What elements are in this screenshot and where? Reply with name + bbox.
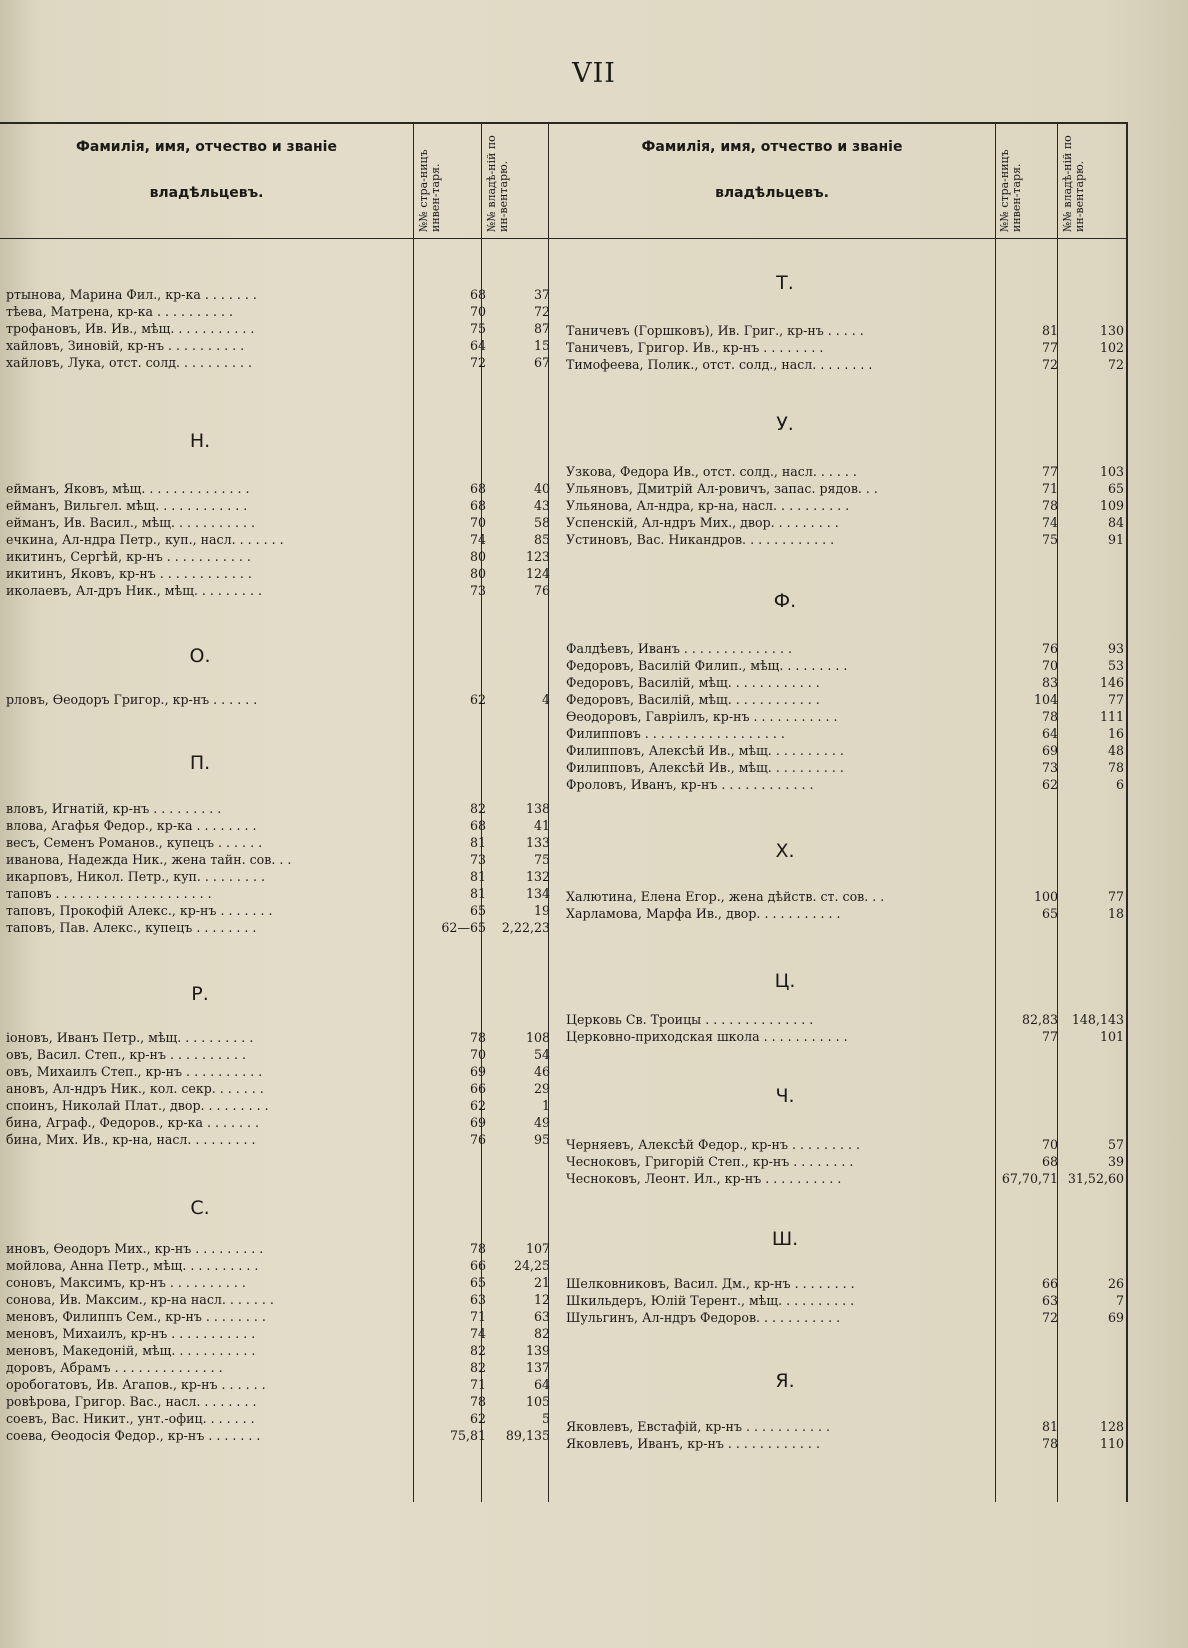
list-item: влова, Агафья Федор., кр-ка . . . . . . . . 68 41 — [6, 818, 550, 833]
list-item: иванова, Надежда Ник., жена тайн. сов. . . 73 75 — [6, 852, 550, 867]
section-letter-ya: Я. — [775, 1370, 795, 1392]
list-item: іоновъ, Иванъ Петр., мѣщ. . . . . . . . . . 78 108 — [6, 1030, 550, 1045]
list-item: Федоровъ, Василій, мѣщ. . . . . . . . . . . . 83 146 — [566, 675, 1124, 690]
list-item: таповъ . . . . . . . . . . . . . . . . . . . . 81 134 — [6, 886, 550, 901]
list-item: Яковлевъ, Иванъ, кр-нъ . . . . . . . . . . . . 78 110 — [566, 1436, 1124, 1451]
section-letter-p: П. — [189, 752, 211, 774]
list-item: ейманъ, Яковъ, мѣщ. . . . . . . . . . . . . . 68 40 — [6, 481, 550, 496]
list-item: Ульяновъ, Дмитрій Ал-ровичъ, запас. рядов. . . 71 65 — [566, 481, 1124, 496]
list-item: споинъ, Николай Плат., двор. . . . . . . . . 62 1 — [6, 1098, 550, 1113]
section-letter-f: Ф. — [773, 590, 797, 612]
list-item: тѣева, Матрена, кр-ка . . . . . . . . . . 70 72 — [6, 304, 550, 319]
list-item: Тимофеева, Полик., отст. солд., насл. . . . . . . . 72 72 — [566, 357, 1124, 372]
list-item: овъ, Михаилъ Степ., кр-нъ . . . . . . . . . . 69 46 — [6, 1064, 550, 1079]
list-item: весъ, Семенъ Романов., купецъ . . . . . . 81 133 — [6, 835, 550, 850]
list-item: таповъ, Прокофій Алекс., кр-нъ . . . . . . . 65 19 — [6, 903, 550, 918]
section-letter-t: Т. — [776, 272, 794, 294]
header-bottom-rule — [0, 238, 1128, 239]
list-item: меновъ, Македоній, мѣщ. . . . . . . . . . . 82 139 — [6, 1343, 550, 1358]
list-item: соевъ, Вас. Никит., унт.-офиц. . . . . . . 62 5 — [6, 1411, 550, 1426]
right-name-header-line2: владѣльцевъ. — [715, 185, 829, 201]
list-item: Ѳеодоровъ, Гавріилъ, кр-нъ . . . . . . . . . . . 78 111 — [566, 709, 1124, 724]
list-item: меновъ, Филиппъ Сем., кр-нъ . . . . . . . . 71 63 — [6, 1309, 550, 1324]
list-item: соновъ, Максимъ, кр-нъ . . . . . . . . . . 65 21 — [6, 1275, 550, 1290]
list-item: оробогатовъ, Ив. Агапов., кр-нъ . . . . . . 71 64 — [6, 1377, 550, 1392]
list-item: ейманъ, Ив. Васил., мѣщ. . . . . . . . . . . 70 58 — [6, 515, 550, 530]
section-letter-ch: Ч. — [775, 1085, 795, 1107]
list-item: Чесноковъ, Леонт. Ил., кр-нъ . . . . . . . . . . 67,70,71 31,52,60 — [566, 1171, 1124, 1186]
list-item: бина, Аграф., Федоров., кр-ка . . . . . . . 69 49 — [6, 1115, 550, 1130]
list-item: ровѣрова, Григор. Вас., насл. . . . . . . . 78 105 — [6, 1394, 550, 1409]
right-edge-rule — [1126, 122, 1128, 1502]
right-owners-header: №№ владѣ-ній по ин-вентарю. — [1061, 135, 1086, 232]
list-item: Таничевъ (Горшковъ), Ив. Григ., кр-нъ . . . . . 81 130 — [566, 323, 1124, 338]
list-item: Чесноковъ, Григорій Степ., кр-нъ . . . . . . . . 68 39 — [566, 1154, 1124, 1169]
list-item: ейманъ, Вильгел. мѣщ. . . . . . . . . . . . 68 43 — [6, 498, 550, 513]
list-item: Черняевъ, Алексѣй Федор., кр-нъ . . . . . . . . . 70 57 — [566, 1137, 1124, 1152]
list-item: Яковлевъ, Евстафій, кр-нъ . . . . . . . . . . . 81 128 — [566, 1419, 1124, 1434]
list-item: Устиновъ, Вас. Никандров. . . . . . . . . . . . 75 91 — [566, 532, 1124, 547]
left-name-header-line1: Фамилія, имя, отчество и званіе — [76, 139, 337, 155]
list-item: Церковно-приходская школа . . . . . . . . . . . 77 101 — [566, 1029, 1124, 1044]
list-item: иновъ, Ѳеодоръ Мих., кр-нъ . . . . . . . . . 78 107 — [6, 1241, 550, 1256]
list-item: Федоровъ, Василій, мѣщ. . . . . . . . . . . . 104 77 — [566, 692, 1124, 707]
section-letter-r: Р. — [191, 983, 209, 1005]
list-item: Ульянова, Ал-ндра, кр-на, насл. . . . . . . . . . 78 109 — [566, 498, 1124, 513]
list-item: Филипповъ . . . . . . . . . . . . . . . . . . 64 16 — [566, 726, 1124, 741]
list-item: икарповъ, Никол. Петр., куп. . . . . . . . . 81 132 — [6, 869, 550, 884]
section-letter-kh: Х. — [775, 840, 795, 862]
list-item: ртынова, Марина Фил., кр-ка . . . . . . . 68 37 — [6, 287, 550, 302]
list-item: ановъ, Ал-ндръ Ник., кол. секр. . . . . . . 66 29 — [6, 1081, 550, 1096]
section-letter-o: О. — [189, 645, 211, 667]
list-item: икитинъ, Сергѣй, кр-нъ . . . . . . . . . . . 80 123 — [6, 549, 550, 564]
left-pages-header: №№ стра-ницъ инвен-таря. — [417, 149, 442, 232]
list-item: трофановъ, Ив. Ив., мѣщ. . . . . . . . . . . 75 87 — [6, 321, 550, 336]
list-item: Фроловъ, Иванъ, кр-нъ . . . . . . . . . . . . 62 6 — [566, 777, 1124, 792]
section-letter-n: Н. — [189, 430, 211, 452]
list-item: соева, Ѳеодосія Федор., кр-нъ . . . . . . . 75,81 89,135 — [6, 1428, 550, 1443]
right-name-header-line1: Фамилія, имя, отчество и званіе — [641, 139, 903, 155]
left-name-header-line2: владѣльцевъ. — [149, 185, 264, 201]
list-item: Филипповъ, Алексѣй Ив., мѣщ. . . . . . . . . . 69 48 — [566, 743, 1124, 758]
list-item: бина, Мих. Ив., кр-на, насл. . . . . . . . . 76 95 — [6, 1132, 550, 1147]
table-top-rule — [0, 122, 1128, 124]
list-item: Таничевъ, Григор. Ив., кр-нъ . . . . . . . . 77 102 — [566, 340, 1124, 355]
list-item: иколаевъ, Ал-дръ Ник., мѣщ. . . . . . . . . 73 76 — [6, 583, 550, 598]
list-item: Узкова, Федора Ив., отст. солд., насл. . . . . . 77 103 — [566, 464, 1124, 479]
section-letter-u: У. — [776, 413, 794, 435]
list-item: вловъ, Игнатій, кр-нъ . . . . . . . . . 82 138 — [6, 801, 550, 816]
list-item: мойлова, Анна Петр., мѣщ. . . . . . . . . . 66 24,25 — [6, 1258, 550, 1273]
list-item: ечкина, Ал-ндра Петр., куп., насл. . . . . . . 74 85 — [6, 532, 550, 547]
list-item: икитинъ, Яковъ, кр-нъ . . . . . . . . . . . . 80 124 — [6, 566, 550, 581]
list-item: Фалдѣевъ, Иванъ . . . . . . . . . . . . . . 76 93 — [566, 641, 1124, 656]
list-item: рловъ, Ѳеодоръ Григор., кр-нъ . . . . . . 62 4 — [6, 692, 550, 707]
list-item: овъ, Васил. Степ., кр-нъ . . . . . . . . . . 70 54 — [6, 1047, 550, 1062]
list-item: Шульгинъ, Ал-ндръ Федоров. . . . . . . . . . . 72 69 — [566, 1310, 1124, 1325]
section-letter-s: С. — [190, 1197, 210, 1219]
list-item: хайловъ, Лука, отст. солд. . . . . . . . . . 72 67 — [6, 355, 550, 370]
list-item: доровъ, Абрамъ . . . . . . . . . . . . . . 82 137 — [6, 1360, 550, 1375]
list-item: Халютина, Елена Егор., жена дѣйств. ст. сов. . . 100 77 — [566, 889, 1124, 904]
list-item: Харламова, Марфа Ив., двор. . . . . . . . . . . 65 18 — [566, 906, 1124, 921]
left-owners-header: №№ владѣ-ній по ин-вентарю. — [485, 135, 510, 232]
section-letter-sh: Ш. — [771, 1228, 799, 1250]
list-item: Шелковниковъ, Васил. Дм., кр-нъ . . . . . . . . 66 26 — [566, 1276, 1124, 1291]
list-item: хайловъ, Зиновій, кр-нъ . . . . . . . . . . 64 15 — [6, 338, 550, 353]
list-item: Шкильдеръ, Юлій Терент., мѣщ. . . . . . . . . . 63 7 — [566, 1293, 1124, 1308]
list-item: Федоровъ, Василій Филип., мѣщ. . . . . . . . . 70 53 — [566, 658, 1124, 673]
page-number: VII — [572, 58, 616, 89]
right-pages-header: №№ стра-ницъ инвен-таря. — [998, 149, 1023, 232]
list-item: Успенскій, Ал-ндръ Мих., двор. . . . . . . . . 74 84 — [566, 515, 1124, 530]
section-letter-ts: Ц. — [774, 970, 796, 992]
list-item: Церковь Св. Троицы . . . . . . . . . . . . . . 82,83 148,143 — [566, 1012, 1124, 1027]
list-item: таповъ, Пав. Алекс., купецъ . . . . . . . . 62—65 2,22,23 — [6, 920, 550, 935]
list-item: Филипповъ, Алексѣй Ив., мѣщ. . . . . . . . . . 73 78 — [566, 760, 1124, 775]
list-item: сонова, Ив. Максим., кр-на насл. . . . . . . 63 12 — [6, 1292, 550, 1307]
list-item: меновъ, Михаилъ, кр-нъ . . . . . . . . . . . 74 82 — [6, 1326, 550, 1341]
